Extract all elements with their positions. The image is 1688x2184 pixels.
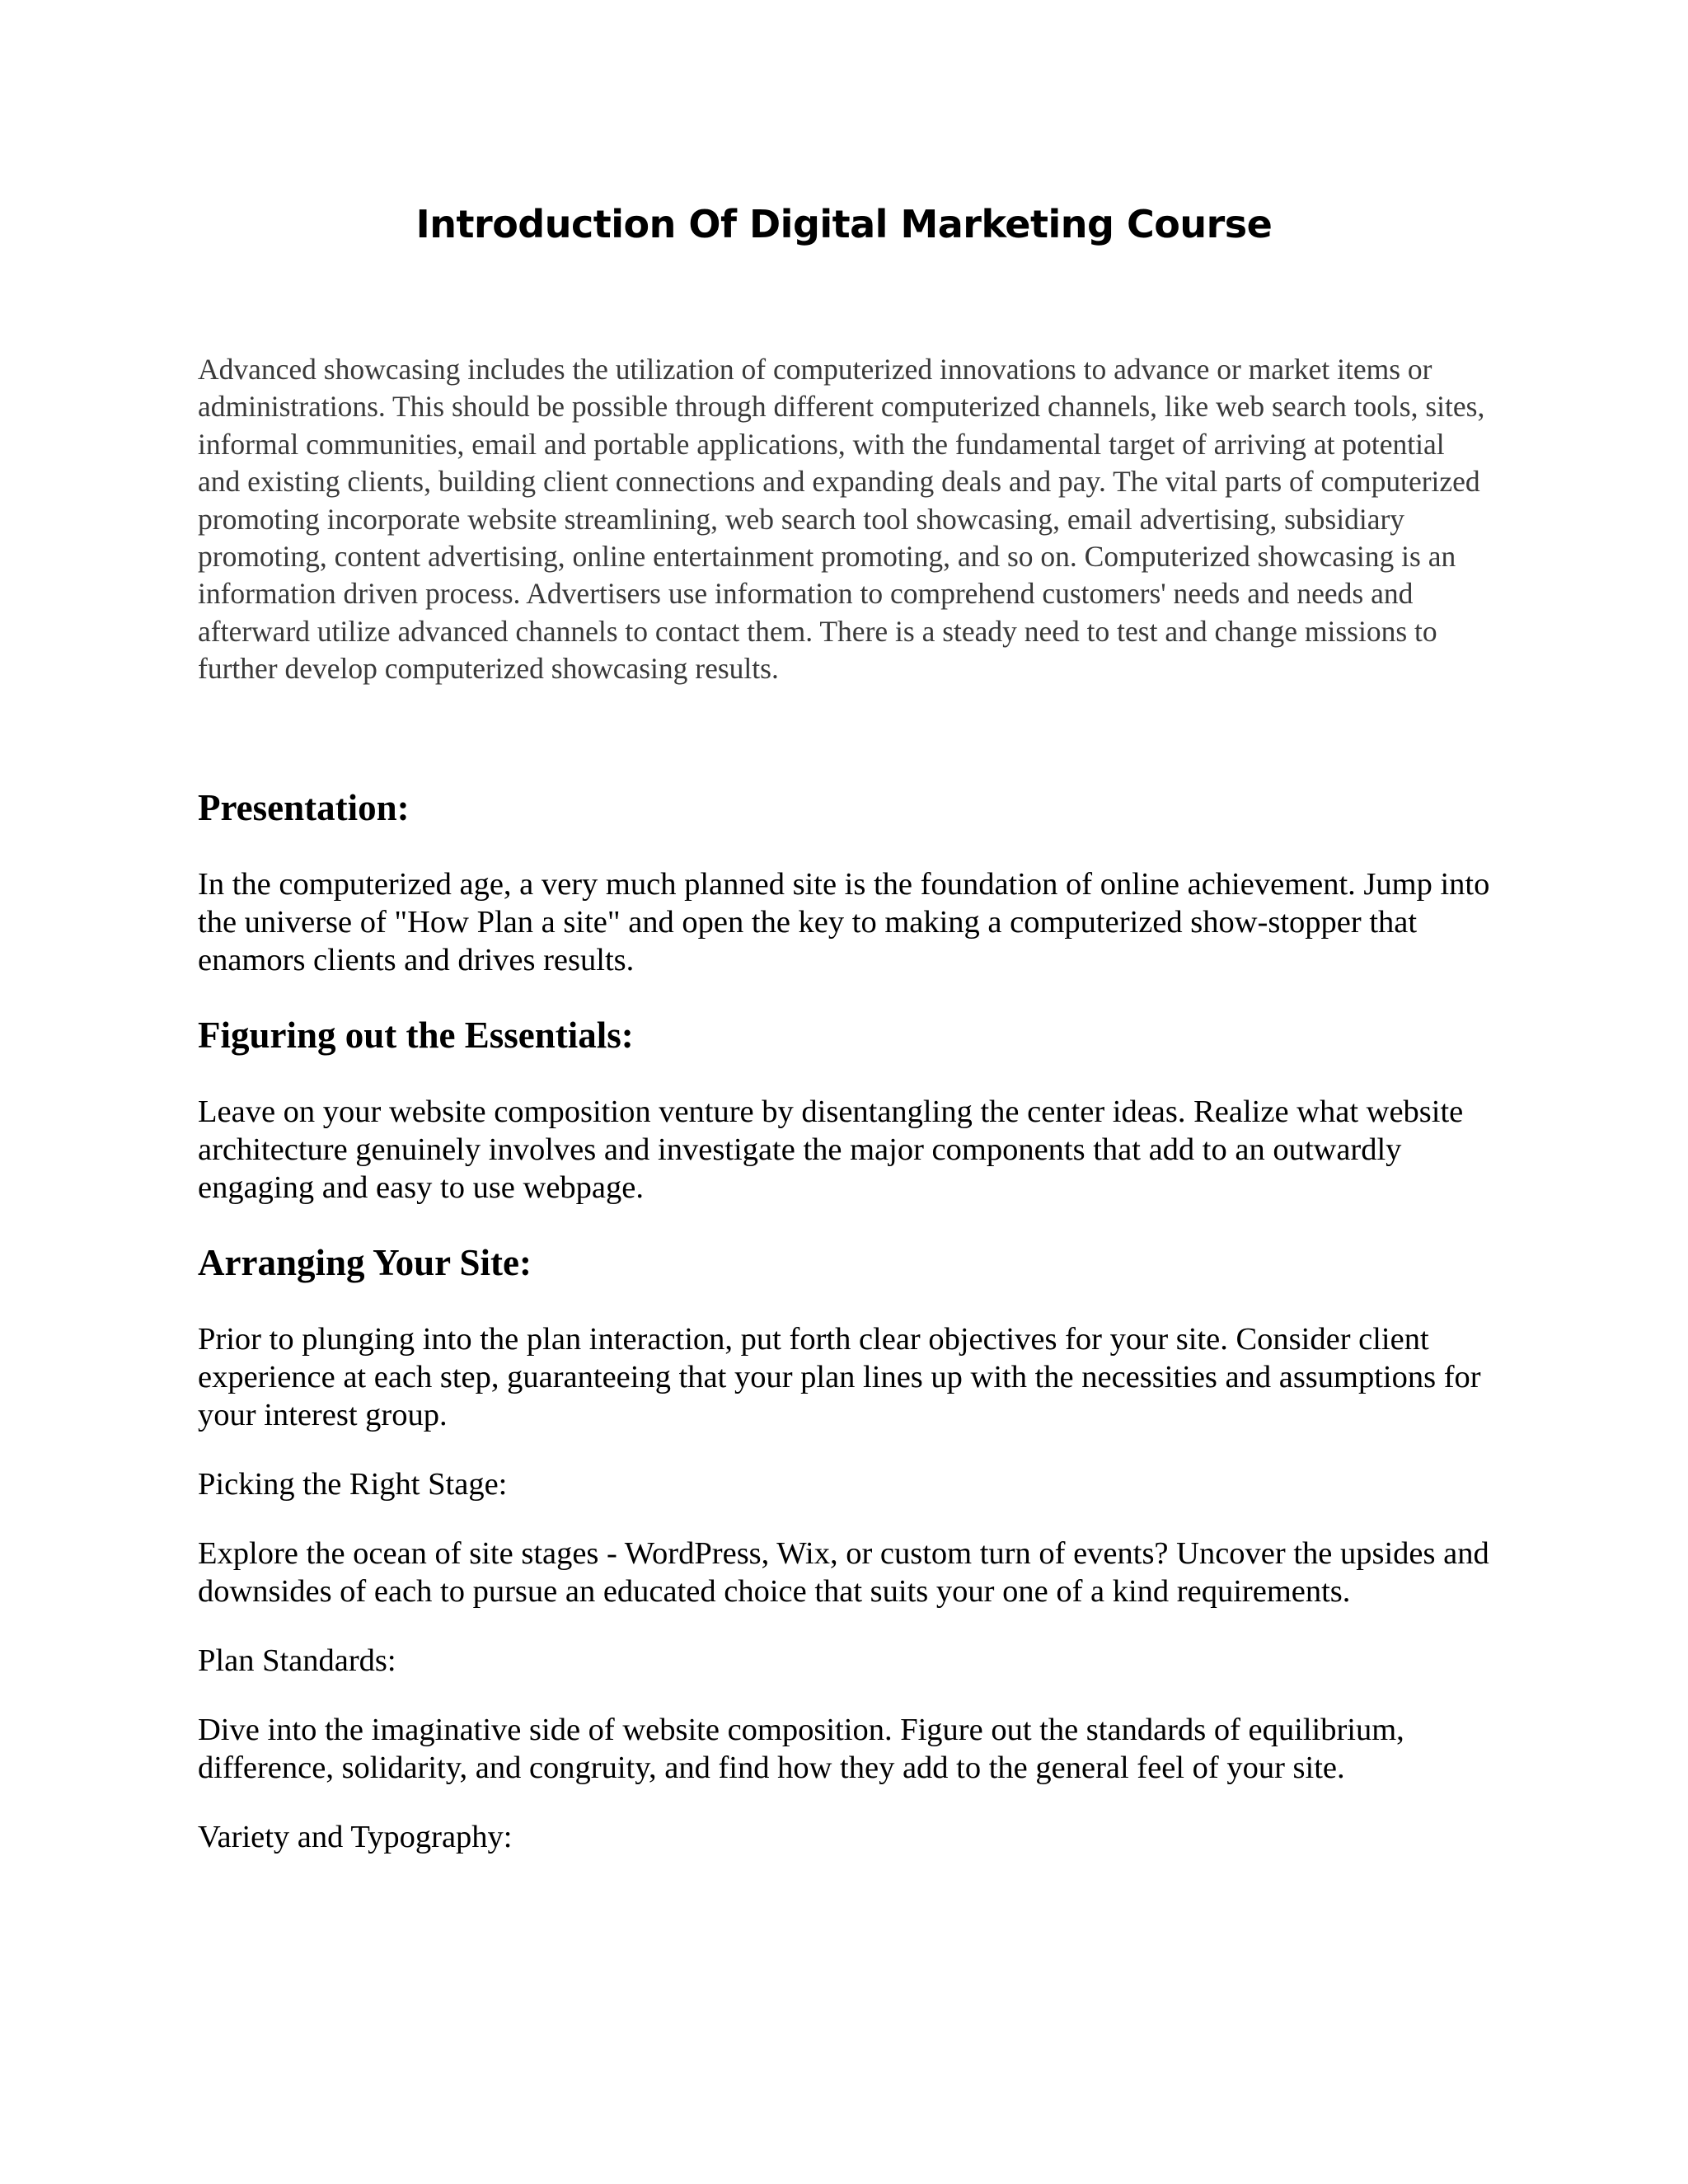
- intro-paragraph: Advanced showcasing includes the utilization of computerized innovations to advance or market items or administrations. This should be possible through different computerized channels, like web search tools, sites, informal communities, email and portable applications, with the fundamental target of arriving at potential and existing clients, building client connections and expanding deals and pay. The vital parts of computerized promoting incorporate website streamlining, web search tool showcasing, email advertising, subsidiary promoting, content advertising, online entertainment promoting, and so on. Computerized showcasing is an information driven process. Advertisers use information to comprehend customers' needs and needs and afterward utilize advanced channels to contact them. There is a steady need to test and change missions to further develop computerized showcasing results.: [198, 353, 1485, 686]
- subsection-label-typography: Variety and Typography:: [198, 1820, 513, 1854]
- section-heading-essentials: Figuring out the Essentials:: [198, 1015, 634, 1056]
- document-title: Introduction Of Digital Marketing Course: [415, 202, 1273, 246]
- section-text-presentation: In the computerized age, a very much planned site is the foundation of online achievement. Jump into the universe of "How Plan a site" and open the key to making a computerized show-stopper that enamors clients and drives results.: [198, 867, 1490, 977]
- subsection-text-standards: Dive into the imaginative side of website composition. Figure out the standards of equilibrium, difference, solidarity, and congruity, and find how they add to the general feel of your site.: [198, 1713, 1404, 1785]
- document-body: [198, 783, 1500, 1887]
- section-text-essentials: Leave on your website composition venture by disentangling the center ideas. Realize what website architecture genuinely involves and investigate the major components that add to an outwardly engaging and easy to use webpage.: [198, 1094, 1464, 1205]
- section-heading-presentation: Presentation:: [198, 787, 410, 828]
- subsection-label-standards: Plan Standards:: [198, 1643, 396, 1678]
- subsection-label-platform: Picking the Right Stage:: [198, 1467, 508, 1502]
- subsection-text-platform: Explore the ocean of site stages - WordPress, Wix, or custom turn of events? Uncover the upsides and downsides of each to pursue an educated choice that suits your one of a kind requirements.: [198, 1536, 1489, 1609]
- section-text-arranging: Prior to plunging into the plan interaction, put forth clear objectives for your site. Consider client experience at each step, guaranteeing that your plan lines up with the necessities and assumptions for your interest group.: [198, 1322, 1481, 1432]
- section-heading-arranging: Arranging Your Site:: [198, 1242, 532, 1283]
